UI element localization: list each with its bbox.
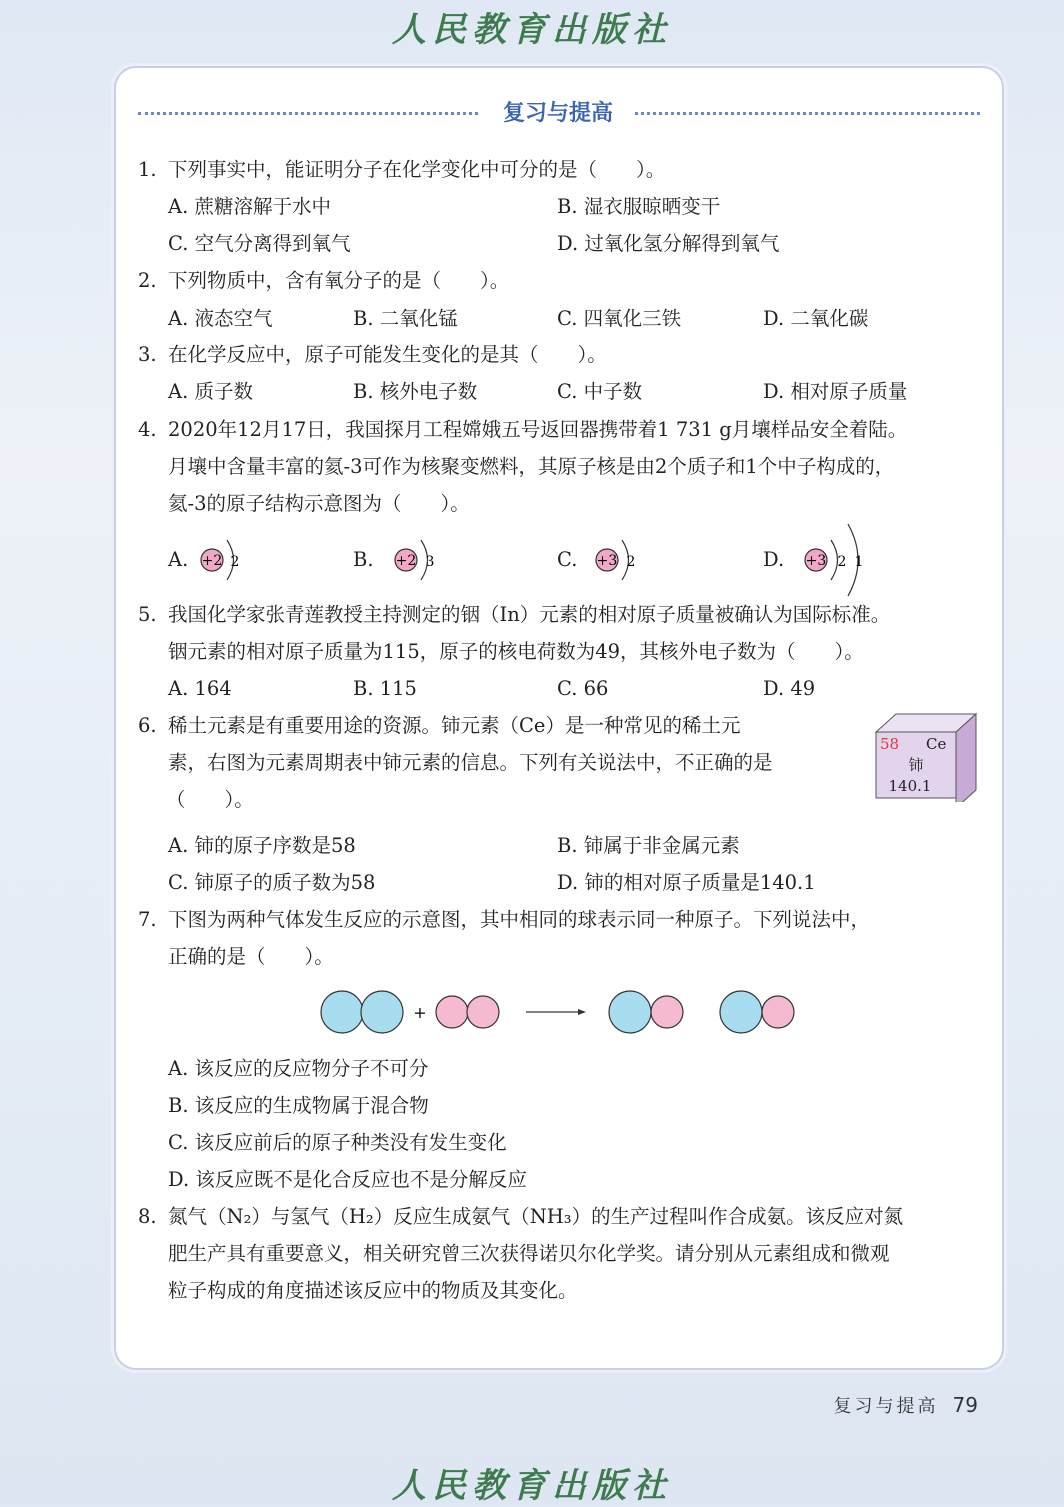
element-symbol: Ce	[926, 735, 947, 753]
reactant-molecule-pink	[436, 996, 499, 1028]
option-b: B. 115	[353, 677, 417, 700]
option-d: D.	[763, 548, 785, 571]
question-text-line-1: 氮气（N₂）与氢气（H₂）反应生成氨气（NH₃）的生产过程叫作合成氨。该反应对氮	[168, 1205, 904, 1228]
option-d: D. 49	[763, 677, 816, 700]
element-tile-cerium	[870, 710, 982, 802]
question-number: 4.	[138, 418, 157, 441]
shell-electrons: 2	[837, 554, 847, 570]
option-c: C. 铈原子的质子数为58	[168, 871, 376, 894]
option-b: B. 二氧化锰	[353, 307, 458, 330]
atom-diagram-a	[196, 536, 256, 584]
option-d: D. 铈的相对原子质量是140.1	[557, 871, 816, 894]
shell-electrons: 3	[425, 554, 435, 570]
element-atomic-number: 58	[880, 735, 900, 753]
option-a: A. 164	[168, 677, 232, 700]
question-text-line-1: 下图为两种气体发生反应的示意图，其中相同的球表示同一种原子。下列说法中，	[168, 908, 871, 931]
option-d: D. 该反应既不是化合反应也不是分解反应	[168, 1168, 527, 1191]
page-number: 79	[952, 1393, 978, 1417]
dotted-divider-left	[138, 112, 478, 115]
nucleus-charge: +2	[201, 553, 223, 569]
option-d: D. 二氧化碳	[763, 307, 869, 330]
option-c: C. 空气分离得到氧气	[168, 232, 351, 255]
question-text-line-2: 肥生产具有重要意义，相关研究曾三次获得诺贝尔化学奖。请分别从元素组成和微观	[168, 1242, 890, 1265]
question-number: 2.	[138, 269, 157, 292]
option-b: B. 铈属于非金属元素	[557, 834, 740, 857]
reaction-diagram	[310, 986, 810, 1040]
option-b: B.	[353, 548, 374, 571]
question-text-line-2: 素，右图为元素周期表中铈元素的信息。下列有关说法中，不正确的是	[168, 751, 773, 774]
question-text: 在化学反应中，原子可能发生变化的是其（ ）。	[168, 343, 607, 366]
question-text-line-3: （ ）。	[166, 788, 254, 811]
question-text-line-2: 正确的是（ ）。	[168, 945, 334, 968]
reactant-molecule-blue	[321, 991, 403, 1033]
question-number: 3.	[138, 343, 157, 366]
question-number: 8.	[138, 1205, 157, 1228]
question-number: 1.	[138, 158, 157, 181]
question-number: 5.	[138, 603, 157, 626]
product-molecule-2	[720, 991, 794, 1033]
dotted-divider-right	[635, 112, 980, 115]
shell-electrons: 2	[230, 554, 240, 570]
question-text-line-1: 稀土元素是有重要用途的资源。铈元素（Ce）是一种常见的稀土元	[168, 714, 741, 737]
option-a: A. 该反应的反应物分子不可分	[168, 1057, 429, 1080]
question-text-line-1: 2020年12月17日，我国探月工程嫦娥五号返回器携带着1 731 g月壤样品安全着陆。	[168, 418, 908, 441]
question-text-line-2: 铟元素的相对原子质量为115，原子的核电荷数为49，其核外电子数为（ ）。	[168, 640, 864, 663]
option-b: B. 湿衣服晾晒变干	[557, 195, 721, 218]
section-title: 复习与提高	[502, 101, 613, 126]
option-a: A. 铈的原子序数是58	[168, 834, 356, 857]
option-a: A. 液态空气	[168, 307, 273, 330]
question-number: 6.	[138, 714, 157, 737]
shell-electrons: 2	[626, 554, 636, 570]
option-a: A. 蔗糖溶解于水中	[168, 195, 331, 218]
electron-shell-arc	[831, 540, 838, 580]
element-mass: 140.1	[888, 777, 932, 795]
nucleus-charge: +3	[596, 553, 618, 569]
question-text: 下列物质中，含有氧分子的是（ ）。	[168, 269, 510, 292]
publisher-logo-bottom: 人民教育出版社	[392, 1466, 672, 1506]
page-footer	[834, 1392, 978, 1418]
question-text: 下列事实中，能证明分子在化学变化中可分的是（ ）。	[168, 158, 666, 181]
atom-diagram-b	[390, 536, 450, 584]
atom-diagram-d	[800, 520, 872, 600]
shell-electrons-outer: 1	[854, 554, 864, 570]
reaction-arrow-icon	[526, 1009, 586, 1015]
element-name: 铈	[908, 756, 924, 774]
nucleus-charge: +2	[395, 553, 417, 569]
option-c: C.	[557, 548, 578, 571]
option-c: C. 该反应前后的原子种类没有发生变化	[168, 1131, 507, 1154]
running-footer-title: 复习与提高	[833, 1396, 939, 1417]
atom-diagram-c	[591, 536, 651, 584]
question-text-line-3: 粒子构成的角度描述该反应中的物质及其变化。	[168, 1279, 578, 1302]
section-header	[138, 96, 980, 132]
option-b: B. 核外电子数	[353, 380, 478, 403]
question-text-line-1: 我国化学家张青莲教授主持测定的铟（In）元素的相对原子质量被确认为国际标准。	[168, 603, 891, 626]
option-b: B. 该反应的生成物属于混合物	[168, 1094, 429, 1117]
option-c: C. 四氧化三铁	[557, 307, 682, 330]
option-a: A.	[168, 548, 189, 571]
plus-sign: +	[413, 1003, 427, 1022]
option-a: A. 质子数	[168, 380, 253, 403]
product-molecule-1	[609, 991, 683, 1033]
option-c: C. 66	[557, 677, 609, 700]
option-c: C. 中子数	[557, 380, 643, 403]
question-text-line-2: 月壤中含量丰富的氦-3可作为核聚变燃料，其原子核是由2个质子和1个中子构成的，	[168, 455, 895, 478]
nucleus-charge: +3	[805, 553, 827, 569]
publisher-logo-top: 人民教育出版社	[392, 10, 672, 50]
option-d: D. 过氧化氢分解得到氧气	[557, 232, 780, 255]
question-number: 7.	[138, 908, 157, 931]
option-d: D. 相对原子质量	[763, 380, 908, 403]
question-text-line-3: 氦-3的原子结构示意图为（ ）。	[168, 492, 470, 515]
